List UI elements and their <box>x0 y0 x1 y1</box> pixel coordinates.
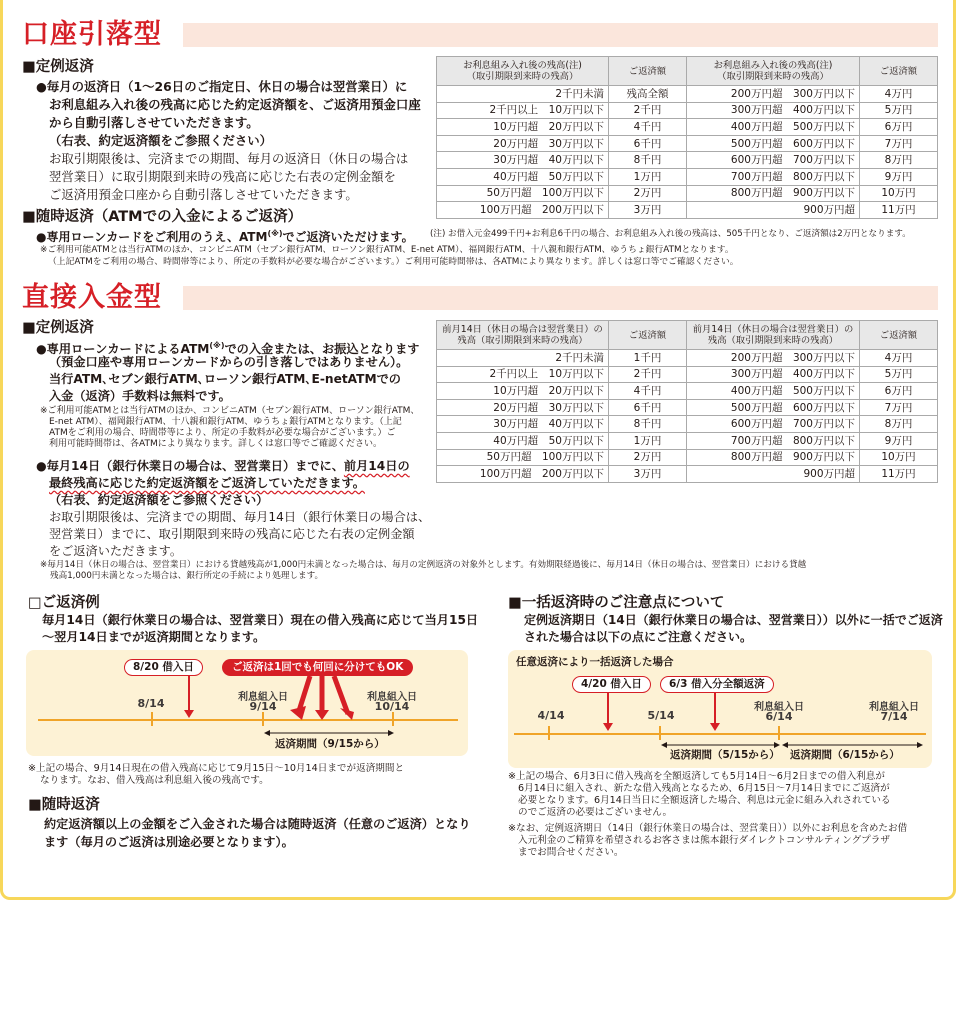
table-cell: 8万円 <box>860 416 938 433</box>
table-cell: 2万円 <box>609 449 687 466</box>
table-cell: 10万円超 20万円以下 <box>437 383 609 400</box>
table-row <box>437 135 938 152</box>
table-cell: 3万円 <box>609 202 687 219</box>
table-header: お利息組み入れ後の残高(注) （取引期限到来時の残高） <box>687 57 860 86</box>
note-text: (注) お借入元金499千円+お利息6千円の場合、お利息組み入れ後の残高は、505千円となり、ご返済額は2万円となります。 <box>430 229 911 239</box>
table-cell: 8千円 <box>609 152 687 169</box>
table-cell: 800万円超 900万円以下 <box>687 449 860 466</box>
table-cell: 9万円 <box>860 168 938 185</box>
example-heading: □ご返済例 <box>28 595 100 611</box>
date-label: 5/14 <box>647 709 675 722</box>
table-header: ご返済額 <box>609 321 687 350</box>
table-row <box>437 432 938 449</box>
direct-text-line: 最終残高に応じた約定返済額をご返済していただきます。 <box>49 476 365 490</box>
note-text: ※毎月14日（休日の場合は、翌営業日）における貸越残高が1,000円未満となった場合は、毎月の定例返済の対象外とします。有効期限経過後に、毎月14日（休日の場合は、翌営業日）における貸越 <box>40 560 807 570</box>
regular-text-line: お利息組み入れ後の残高に応じた約定返済額を、ご返済用預金口座 <box>49 97 421 112</box>
interest-label: 利息組入日 <box>367 692 417 703</box>
borrow-date-badge: 4/20 借入日 <box>572 676 651 693</box>
note-text: 必要となります。6月14日当日に全額返済した場合、利息は元金に組み入れされている <box>518 795 891 806</box>
timeline-line <box>514 733 926 735</box>
regular-text-line: ご返済用預金口座から自動引落しさせていただきます。 <box>49 187 358 202</box>
table-cell: 10万円 <box>860 185 938 202</box>
note-text: ※上記の場合、9月14日現在の借入残高に応じて9月15日～10月14日までが返済期間と <box>28 763 405 774</box>
date-label: 7/14 <box>880 710 908 723</box>
table-cell: 700万円超 800万円以下 <box>687 168 860 185</box>
table-cell: 40万円超 50万円以下 <box>437 432 609 449</box>
table-cell: 2千円未満 <box>437 350 609 367</box>
note-text: 入元利金のご精算を希望されるお客さまは熊本銀行ダイレクトコンサルティングプラザ <box>518 835 890 846</box>
table-cell: 8千円 <box>609 416 687 433</box>
table-cell: 20万円超 30万円以下 <box>437 135 609 152</box>
table-cell: 5万円 <box>860 102 938 119</box>
arrow-head <box>710 723 720 731</box>
table-header: 前月14日（休日の場合は翌営業日）の 残高（取引期限到来時の残高） <box>687 321 860 350</box>
table-cell: 900万円超 <box>687 202 860 219</box>
direct-text-line: ●専用ローンカードによるATM(※)での入金または、お振込となります <box>36 341 420 357</box>
table-header: お利息組み入れ後の残高(注) （取引期限到来時の残高） <box>437 57 609 86</box>
table-row <box>437 449 938 466</box>
table-cell: 残高全額 <box>609 86 687 103</box>
table-cell: 1万円 <box>609 168 687 185</box>
table-cell: 4千円 <box>609 119 687 136</box>
borrow-arrow <box>607 692 609 724</box>
table-row <box>437 416 938 433</box>
table-cell: 50万円超 100万円以下 <box>437 449 609 466</box>
table-cell: 4万円 <box>860 86 938 103</box>
period-label: 返済期間（5/15から） <box>670 749 780 761</box>
section-title-bar <box>183 286 938 310</box>
note-text: 6月14日に組入され、新たな借入残高となるため、6月15日～7月14日までにご返済が <box>518 783 890 794</box>
table-cell: 100万円超 200万円以下 <box>437 466 609 483</box>
repay-anytime-badge: ご返済は1回でも何回に分けてもOK <box>222 659 413 676</box>
date-label: 9/14 <box>249 700 277 713</box>
borrow-date-badge: 8/20 借入日 <box>124 659 203 676</box>
note-text: ※ご利用可能ATMとは当行ATMのほか、コンビニATM（セブン銀行ATM、ローソン銀行ATM、 <box>40 406 420 416</box>
table-cell: 7万円 <box>860 399 938 416</box>
table-cell: 30万円超 40万円以下 <box>437 152 609 169</box>
timeline-tick <box>548 726 550 740</box>
table-cell: 1万円 <box>609 432 687 449</box>
repayment-table-debit <box>436 56 938 219</box>
table-cell: 10万円超 20万円以下 <box>437 119 609 136</box>
table-row <box>437 383 938 400</box>
regular-text-line: お取引期限後は、完済までの期間、毎月の返済日（休日の場合は <box>49 151 409 166</box>
direct-text-line: （預金口座や専用ローンカードからの引き落しではありません）。 <box>49 355 409 369</box>
table-cell: 8万円 <box>860 152 938 169</box>
table-cell: 2千円 <box>609 102 687 119</box>
table-cell: 3万円 <box>609 466 687 483</box>
table-cell: 5万円 <box>860 366 938 383</box>
timeline-tick <box>778 726 780 740</box>
interest-label: 利息組入日 <box>754 702 804 713</box>
table-cell: 2万円 <box>609 185 687 202</box>
section-title-direct-deposit: 直接入金型 <box>22 282 162 313</box>
table-cell: 400万円超 500万円以下 <box>687 383 860 400</box>
note-text: ※なお、定例返済期日（14日（銀行休業日の場合は、翌営業日））以外にお利息を含めたお借 <box>508 823 908 834</box>
table-cell: 600万円超 700万円以下 <box>687 152 860 169</box>
regular-repayment-heading: ■定例返済 <box>22 59 94 75</box>
date-label: 8/14 <box>137 697 165 710</box>
example-text-line: ～翌月14日までが返済期間となります。 <box>42 630 266 644</box>
table-row <box>437 185 938 202</box>
table-cell: 200万円超 300万円以下 <box>687 86 860 103</box>
table-cell: 400万円超 500万円以下 <box>687 119 860 136</box>
regular-text-line: （右表、約定返済額をご参照ください） <box>49 133 273 148</box>
table-cell: 1千円 <box>609 350 687 367</box>
table-cell: 11万円 <box>860 466 938 483</box>
lump-text-line: 定例返済期日（14日（銀行休業日の場合は、翌営業日））以外に一括でご返済 <box>524 613 943 627</box>
repayment-table-direct <box>436 320 938 483</box>
table-cell: 500万円超 600万円以下 <box>687 399 860 416</box>
table-row <box>437 119 938 136</box>
direct-text-line: （右表、約定返済額をご参照ください） <box>49 493 269 507</box>
anytime-text-line: 約定返済額以上の金額をご入金された場合は随時返済（任意のご返済）となり <box>44 817 471 831</box>
table-row <box>437 86 938 103</box>
table-cell: 2千円以上 10万円以下 <box>437 102 609 119</box>
table-cell: 900万円超 <box>687 466 860 483</box>
table-cell: 4万円 <box>860 350 938 367</box>
table-cell: 2千円 <box>609 366 687 383</box>
note-text: （上記ATMをご利用の場合、時間帯等により、所定の手数料が必要な場合がございます。）ご利用可能時間帯は、各ATMにより異なります。詳しくは窓口等でご確認ください。 <box>48 257 739 267</box>
table-row <box>437 466 938 483</box>
note-text: のでご返済の必要はございません。 <box>518 807 673 818</box>
table-cell: 200万円超 300万円以下 <box>687 350 860 367</box>
table-cell: 4千円 <box>609 383 687 400</box>
table-header: ご返済額 <box>609 57 687 86</box>
table-header: ご返済額 <box>860 57 938 86</box>
table-cell: 100万円超 200万円以下 <box>437 202 609 219</box>
direct-text-line: 当行ATM､セブン銀行ATM､ローソン銀行ATM､E-netATMでの <box>49 372 401 386</box>
table-cell: 6万円 <box>860 383 938 400</box>
table-row <box>437 102 938 119</box>
direct-text-line: 入金（返済）手数料は無料です。 <box>49 389 231 403</box>
timeline-tick <box>392 712 394 726</box>
interest-label: 利息組入日 <box>869 702 919 713</box>
anytime-repayment-heading: ■随時返済（ATMでの入金によるご返済） <box>22 209 303 225</box>
table-row <box>437 399 938 416</box>
timeline-tick <box>262 712 264 726</box>
repay-arrow <box>714 692 716 724</box>
note-text: までお問合せください。 <box>518 847 624 858</box>
lump-sum-heading: ■一括返済時のご注意点について <box>508 595 725 611</box>
note-text: 残高1,000円未満となった場合は、銀行所定の手続により処理します。 <box>50 571 324 581</box>
timeline-tick <box>659 726 661 740</box>
direct-text-line: お取引期限後は、完済までの期間、毎月14日（銀行休業日の場合は、 <box>49 510 431 524</box>
regular-text-line: ●毎月の返済日（1～26日のご指定日、休日の場合は翌営業日）に <box>36 79 408 94</box>
note-text: E-net ATM）、福岡銀行ATM、十八親和銀行ATM、ゆうちょ銀行ATMとなります。（上記 <box>49 417 402 427</box>
regular-repayment-heading: ■定例返済 <box>22 320 94 336</box>
timeline-tick <box>151 712 153 726</box>
table-cell: 50万円超 100万円以下 <box>437 185 609 202</box>
table-cell: 7万円 <box>860 135 938 152</box>
date-label: 4/14 <box>537 709 565 722</box>
direct-text-line: をご返済いただきます。 <box>49 544 183 558</box>
example-text-line: 毎月14日（銀行休業日の場合は、翌営業日）現在の借入残高に応じて当月15日 <box>42 613 479 627</box>
period-label: 返済期間（9/15から） <box>275 738 385 750</box>
table-row <box>437 202 938 219</box>
regular-text-line: 翌営業日）に取引期限到来時の残高に応じた右表の定例金額を <box>49 169 396 184</box>
table-cell: 11万円 <box>860 202 938 219</box>
borrow-arrow <box>188 675 190 711</box>
table-cell: 600万円超 700万円以下 <box>687 416 860 433</box>
lump-text-line: された場合は以下の点にご注意ください。 <box>524 630 753 644</box>
table-cell: 300万円超 400万円以下 <box>687 366 860 383</box>
arrow-head <box>184 710 194 718</box>
table-cell: 800万円超 900万円以下 <box>687 185 860 202</box>
date-label: 6/14 <box>765 710 793 723</box>
table-row <box>437 152 938 169</box>
direct-text-line: ●毎月14日（銀行休業日の場合は、翌営業日）までに、前月14日の <box>36 459 410 473</box>
table-cell: 2千円未満 <box>437 86 609 103</box>
full-repayment-badge: 6/3 借入分全額返済 <box>660 676 774 693</box>
section-title-bar <box>183 23 938 47</box>
table-cell: 500万円超 600万円以下 <box>687 135 860 152</box>
timeline-title: 任意返済により一括返済した場合 <box>516 656 674 668</box>
anytime-heading: ■随時返済 <box>28 797 100 813</box>
regular-text-line: から自動引落しさせていただきます。 <box>49 115 259 130</box>
table-cell: 300万円超 400万円以下 <box>687 102 860 119</box>
table-cell: 700万円超 800万円以下 <box>687 432 860 449</box>
table-cell: 10万円 <box>860 449 938 466</box>
table-cell: 2千円以上 10万円以下 <box>437 366 609 383</box>
table-cell: 6万円 <box>860 119 938 136</box>
direct-text-line: 翌営業日）までに、取引期限到来時の残高に応じた右表の定例金額 <box>49 527 415 541</box>
table-cell: 40万円超 50万円以下 <box>437 168 609 185</box>
table-cell: 30万円超 40万円以下 <box>437 416 609 433</box>
period-label: 返済期間（6/15から） <box>790 749 900 761</box>
table-row <box>437 350 938 367</box>
note-text: ATMをご利用の場合、時間帯等により、所定の手数料が必要な場合がございます。）ご <box>49 428 396 438</box>
table-cell: 20万円超 30万円以下 <box>437 399 609 416</box>
table-cell: 6千円 <box>609 135 687 152</box>
table-cell: 6千円 <box>609 399 687 416</box>
timeline-line <box>38 719 458 721</box>
table-cell: 9万円 <box>860 432 938 449</box>
section-title-account-debit: 口座引落型 <box>22 19 162 50</box>
arrow-head <box>603 723 613 731</box>
note-text: なります。なお、借入残高は利息組入後の残高です。 <box>40 775 269 786</box>
table-row <box>437 366 938 383</box>
anytime-text-line: ます（毎月のご返済は別途必要となります）。 <box>44 835 294 849</box>
table-row <box>437 168 938 185</box>
interest-label: 利息組入日 <box>238 692 288 703</box>
note-text: 利用可能時間帯は、各ATMにより異なります。詳しくは窓口等でご確認ください。 <box>49 439 383 449</box>
note-text: ※ご利用可能ATMとは当行ATMのほか、コンビニATM（セブン銀行ATM、ローソン銀行ATM、E-net ATM）、福岡銀行ATM、十八親和銀行ATM、ゆうちょ銀行ATMとなります。 <box>40 245 734 255</box>
anytime-text: ●専用ローンカードをご利用のうえ、ATM(※)でご返済いただけます。 <box>36 229 414 244</box>
note-text: ※上記の場合、6月3日に借入残高を全額返済しても5月14日～6月2日までの借入利息が <box>508 771 885 782</box>
table-header: ご返済額 <box>860 321 938 350</box>
table-header: 前月14日（休日の場合は翌営業日）の 残高（取引期限到来時の残高） <box>437 321 609 350</box>
date-label: 10/14 <box>374 700 410 713</box>
